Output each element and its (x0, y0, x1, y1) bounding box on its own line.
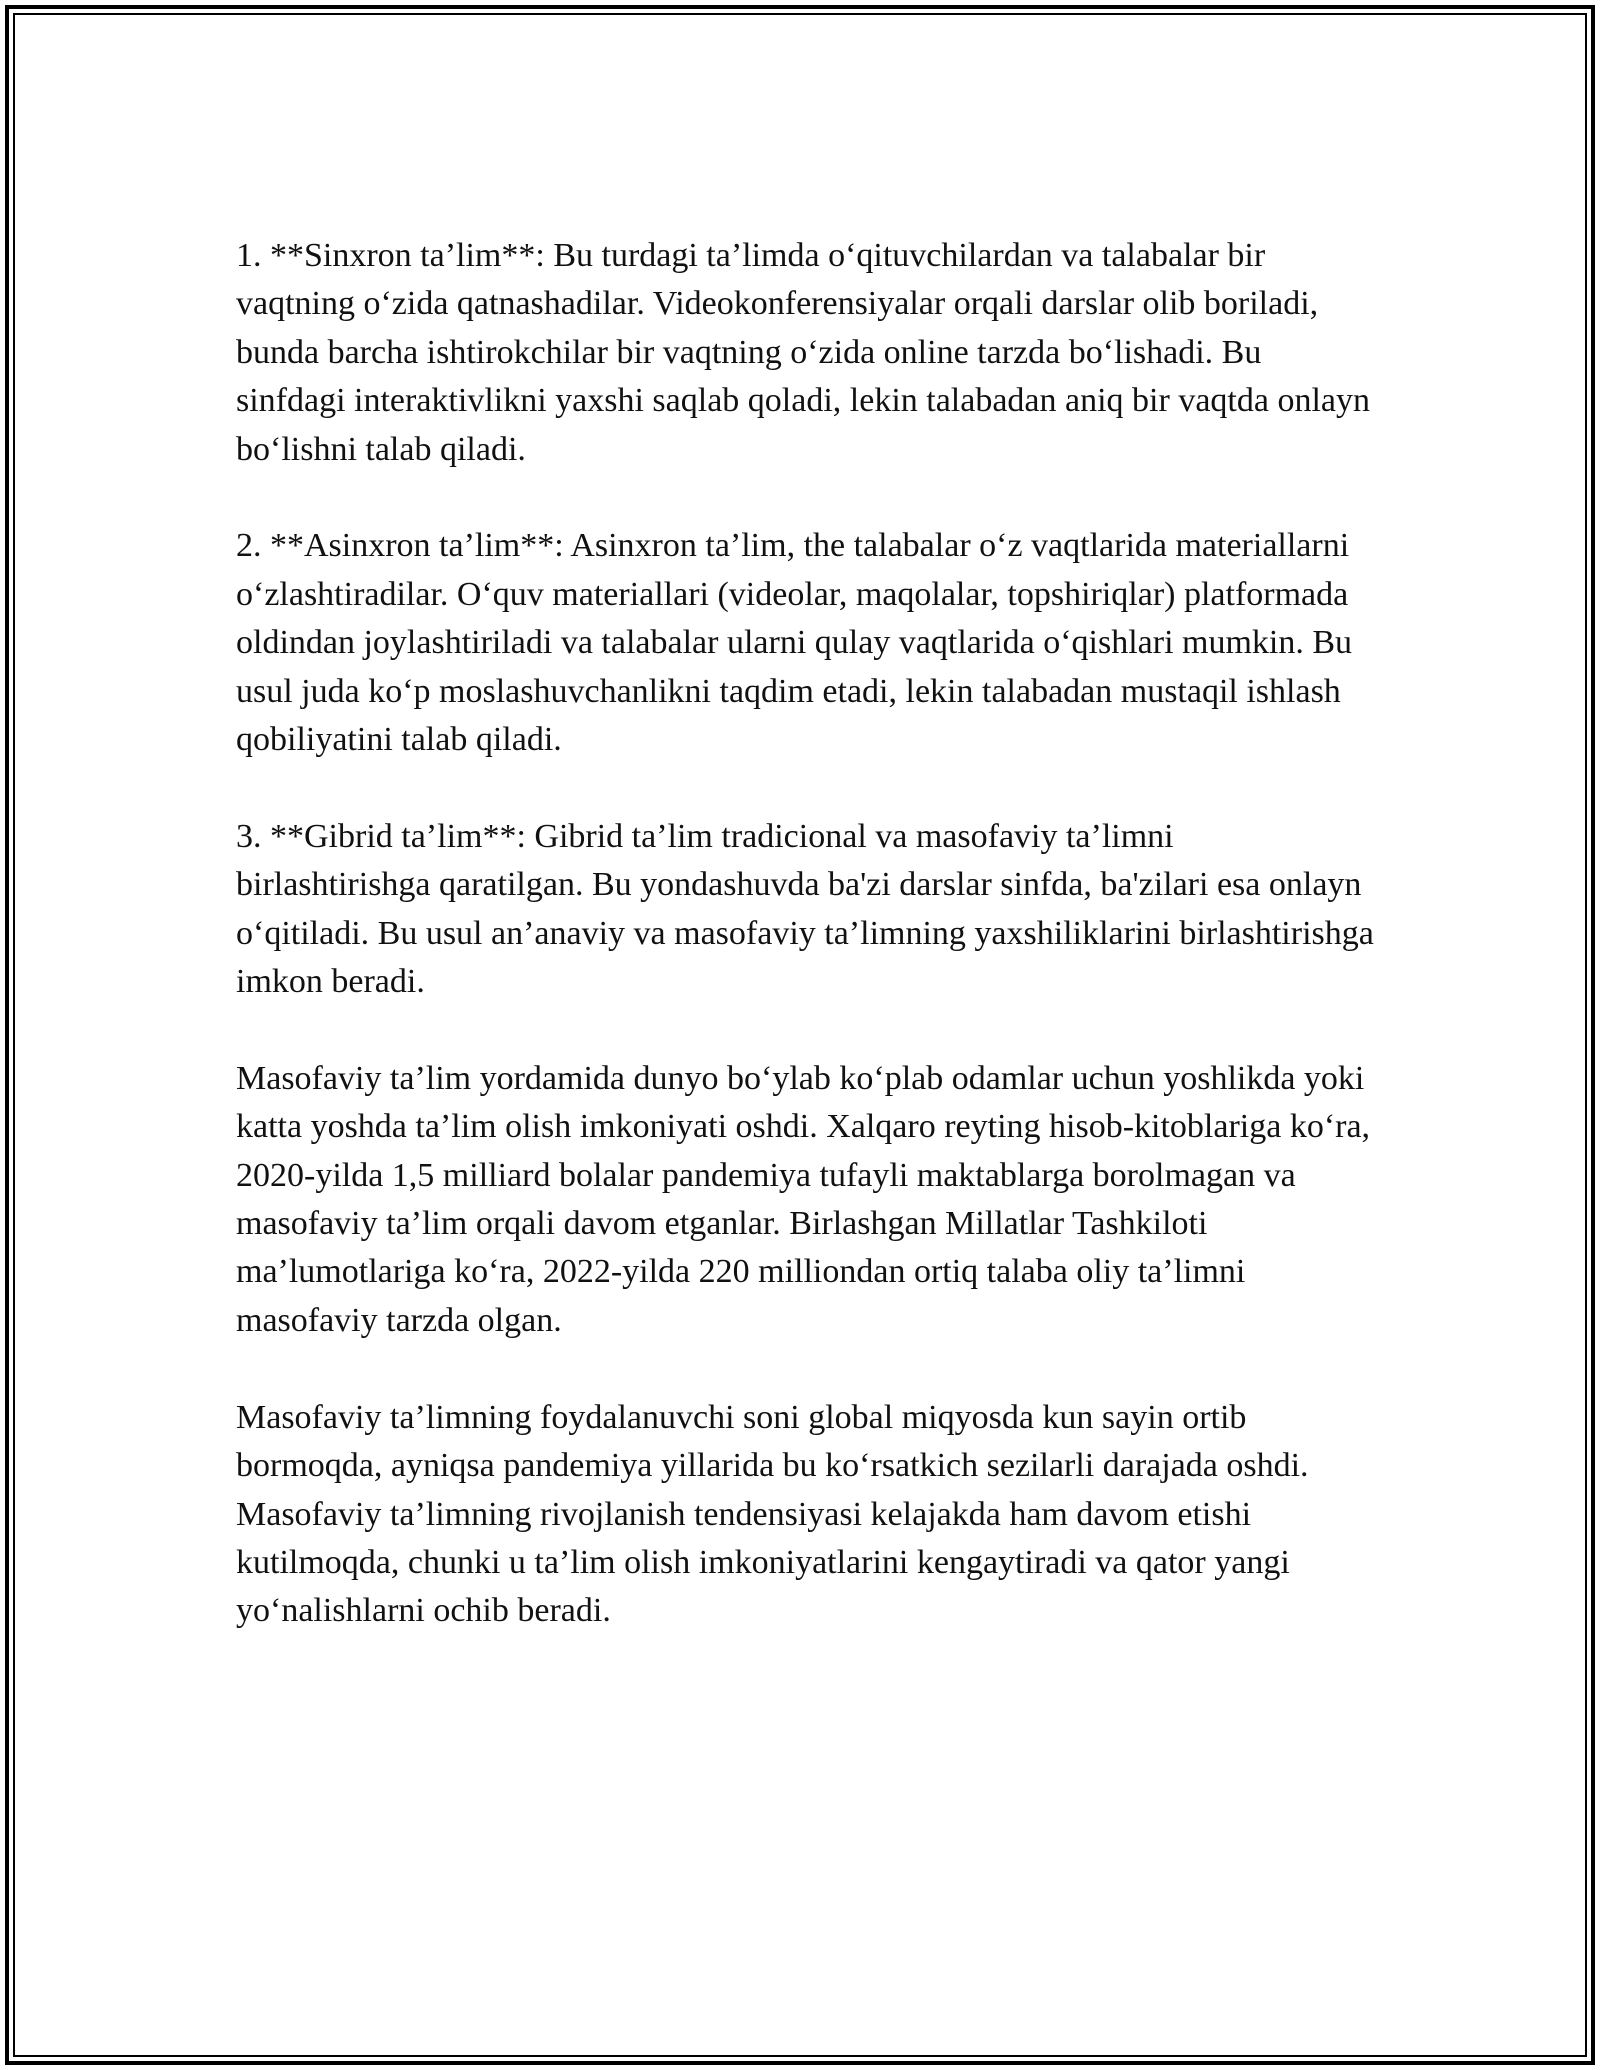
paragraph-gibrid-talim: 3. **Gibrid ta’lim**: Gibrid ta’lim tradicional va masofaviy ta’limni birlashtirishga qaratilgan. Bu yondashuvda ba'zi darslar sinfda, ba'zilari esa onlayn o‘qitiladi. Bu usul an’anaviy va masofaviy ta’limning yaxshiliklarini birlashtirishga imkon beradi. (236, 817, 1374, 1001)
paragraph-trend: Masofaviy ta’limning foydalanuvchi soni global miqyosda kun sayin ortib bormoqda, ayniqsa pandemiya yillarida bu ko‘rsatkich sezilarli darajada oshdi. Masofaviy ta’limning rivojlanish tendensiyasi kelajakda ham davom etishi kutilmoqda, chunki u ta’lim olish imkoniyatlarini kengaytiradi va qator yangi yo‘nalishlarni ochib beradi. (236, 1398, 1309, 1630)
document-body (236, 232, 1376, 1684)
paragraph-asinxron-talim: 2. **Asinxron ta’lim**: Asinxron ta’lim, the talabalar o‘z vaqtlarida materiallarni o‘zlashtiradilar. O‘quv materiallari (videolar, maqolalar, topshiriqlar) platformada oldindan joylashtiriladi va talabalar ularni qulay vaqtlarida o‘qishlari mumkin. Bu usul juda ko‘p moslashuvchanlikni taqdim etadi, lekin talabadan mustaqil ishlash qobiliyatini talab qiladi. (236, 527, 1353, 759)
paragraph-sinxron-talim: 1. **Sinxron ta’lim**: Bu turdagi ta’limda o‘qituvchilardan va talabalar bir vaqtning o‘zida qatnashadilar. Videokonferensiyalar orqali darslar olib boriladi, bunda barcha ishtirokchilar bir vaqtning o‘zida online tarzda bo‘lishadi. Bu sinfdagi interaktivlikni yaxshi saqlab qoladi, lekin talabadan aniq bir vaqtda onlayn bo‘lishni talab qiladi. (236, 237, 1370, 468)
paragraph-statistics: Masofaviy ta’lim yordamida dunyo bo‘ylab ko‘plab odamlar uchun yoshlikda yoki katta yoshda ta’lim olish imkoniyati oshdi. Xalqaro reyting hisob-kitoblariga ko‘ra, 2020-yilda 1,5 milliard bolalar pandemiya tufayli maktablarga borolmagan va masofaviy ta’lim orqali davom etganlar. Birlashgan Millatlar Tashkiloti ma’lumotlariga ko‘ra, 2022-yilda 220 milliondan ortiq talaba oliy ta’limni masofaviy tarzda olgan. (236, 1059, 1371, 1339)
